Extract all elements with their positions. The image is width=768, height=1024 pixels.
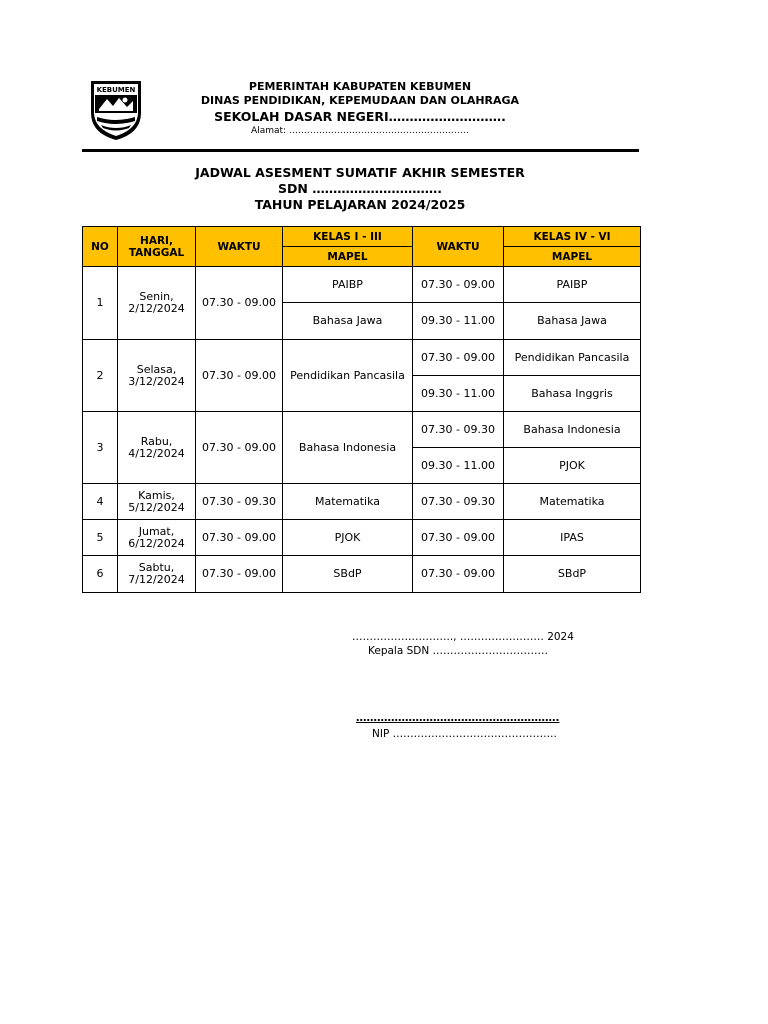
cell-mapel-1: PJOK <box>283 520 413 556</box>
cell-mapel-1: Bahasa Jawa <box>283 303 413 340</box>
cell-mapel-2: Pendidikan Pancasila <box>504 340 641 376</box>
cell-hari-tanggal: Kamis, 5/12/2024 <box>118 484 196 520</box>
cell-no: 4 <box>83 484 118 520</box>
cell-waktu-2: 07.30 - 09.30 <box>413 412 504 448</box>
header-government: PEMERINTAH KABUPATEN KEBUMEN <box>248 80 472 93</box>
cell-mapel-2: Matematika <box>504 484 641 520</box>
cell-waktu-2: 07.30 - 09.30 <box>413 484 504 520</box>
cell-waktu-2: 07.30 - 09.00 <box>413 267 504 303</box>
header-waktu-2: WAKTU <box>413 227 504 267</box>
cell-mapel-2: Bahasa Inggris <box>504 376 641 412</box>
cell-waktu-2: 07.30 - 09.00 <box>413 556 504 593</box>
document-year: TAHUN PELAJARAN 2024/2025 <box>254 197 466 212</box>
cell-waktu-1: 07.30 - 09.30 <box>196 484 283 520</box>
table-row <box>83 484 641 520</box>
cell-waktu-1: 07.30 - 09.00 <box>196 556 283 593</box>
cell-mapel-1: Pendidikan Pancasila <box>283 340 413 412</box>
kebumen-logo <box>89 79 143 141</box>
header-waktu-1: WAKTU <box>196 227 283 267</box>
cell-hari-tanggal: Selasa, 3/12/2024 <box>118 340 196 412</box>
cell-waktu-2: 07.30 - 09.00 <box>413 340 504 376</box>
header-kelas-1-3: KELAS I - III <box>283 227 413 247</box>
cell-mapel-1: Matematika <box>283 484 413 520</box>
cell-hari-tanggal: Sabtu, 7/12/2024 <box>118 556 196 593</box>
cell-waktu-1: 07.30 - 09.00 <box>196 412 283 484</box>
cell-no: 6 <box>83 556 118 593</box>
cell-mapel-2: SBdP <box>504 556 641 593</box>
cell-waktu-1: 07.30 - 09.00 <box>196 340 283 412</box>
cell-mapel-2: PJOK <box>504 448 641 484</box>
cell-no: 3 <box>83 412 118 484</box>
cell-mapel-2: Bahasa Indonesia <box>504 412 641 448</box>
table-row <box>83 267 641 303</box>
document-title: JADWAL ASESMENT SUMATIF AKHIR SEMESTER <box>195 165 525 180</box>
cell-hari-tanggal: Rabu, 4/12/2024 <box>118 412 196 484</box>
cell-mapel-2: PAIBP <box>504 267 641 303</box>
header-kelas-4-6: KELAS IV - VI <box>504 227 641 247</box>
cell-no: 2 <box>83 340 118 412</box>
cell-waktu-1: 07.30 - 09.00 <box>196 267 283 340</box>
header-address: Alamat: …………………………………………………… <box>251 126 469 136</box>
cell-hari-tanggal: Senin, 2/12/2024 <box>118 267 196 340</box>
header-department: DINAS PENDIDIKAN, KEPEMUDAAN DAN OLAHRAGA <box>200 94 520 107</box>
signature-name: …………………………………………………. <box>356 712 560 724</box>
signature-nip: NIP ……………………………………….. <box>372 728 557 740</box>
table-row <box>83 556 641 593</box>
header-no: NO <box>83 227 118 267</box>
header-mapel-2: MAPEL <box>504 247 641 267</box>
cell-waktu-2: 07.30 - 09.00 <box>413 520 504 556</box>
table-header-row <box>83 227 641 247</box>
cell-mapel-2: Bahasa Jawa <box>504 303 641 340</box>
cell-mapel-1: PAIBP <box>283 267 413 303</box>
cell-hari-tanggal: Jumat, 6/12/2024 <box>118 520 196 556</box>
header-divider <box>82 149 639 152</box>
cell-mapel-2: IPAS <box>504 520 641 556</box>
header-mapel-1: MAPEL <box>283 247 413 267</box>
logo-text: KEBUMEN <box>96 86 136 94</box>
cell-no: 5 <box>83 520 118 556</box>
table-row <box>83 520 641 556</box>
cell-mapel-1: Bahasa Indonesia <box>283 412 413 484</box>
cell-waktu-2: 09.30 - 11.00 <box>413 303 504 340</box>
header-hari-tanggal: HARI, TANGGAL <box>118 227 196 267</box>
cell-waktu-1: 07.30 - 09.00 <box>196 520 283 556</box>
document-school: SDN …………………………. <box>278 181 442 196</box>
schedule-table <box>82 226 641 593</box>
table-row <box>83 412 641 448</box>
table-row <box>83 340 641 376</box>
signature-title: Kepala SDN …………………………… <box>368 645 549 657</box>
cell-waktu-2: 09.30 - 11.00 <box>413 448 504 484</box>
signature-place-date: ……………………….., …………………… 2024 <box>352 631 574 643</box>
cell-mapel-1: SBdP <box>283 556 413 593</box>
cell-waktu-2: 09.30 - 11.00 <box>413 376 504 412</box>
header-school: SEKOLAH DASAR NEGERI………………………. <box>214 109 506 124</box>
cell-no: 1 <box>83 267 118 340</box>
